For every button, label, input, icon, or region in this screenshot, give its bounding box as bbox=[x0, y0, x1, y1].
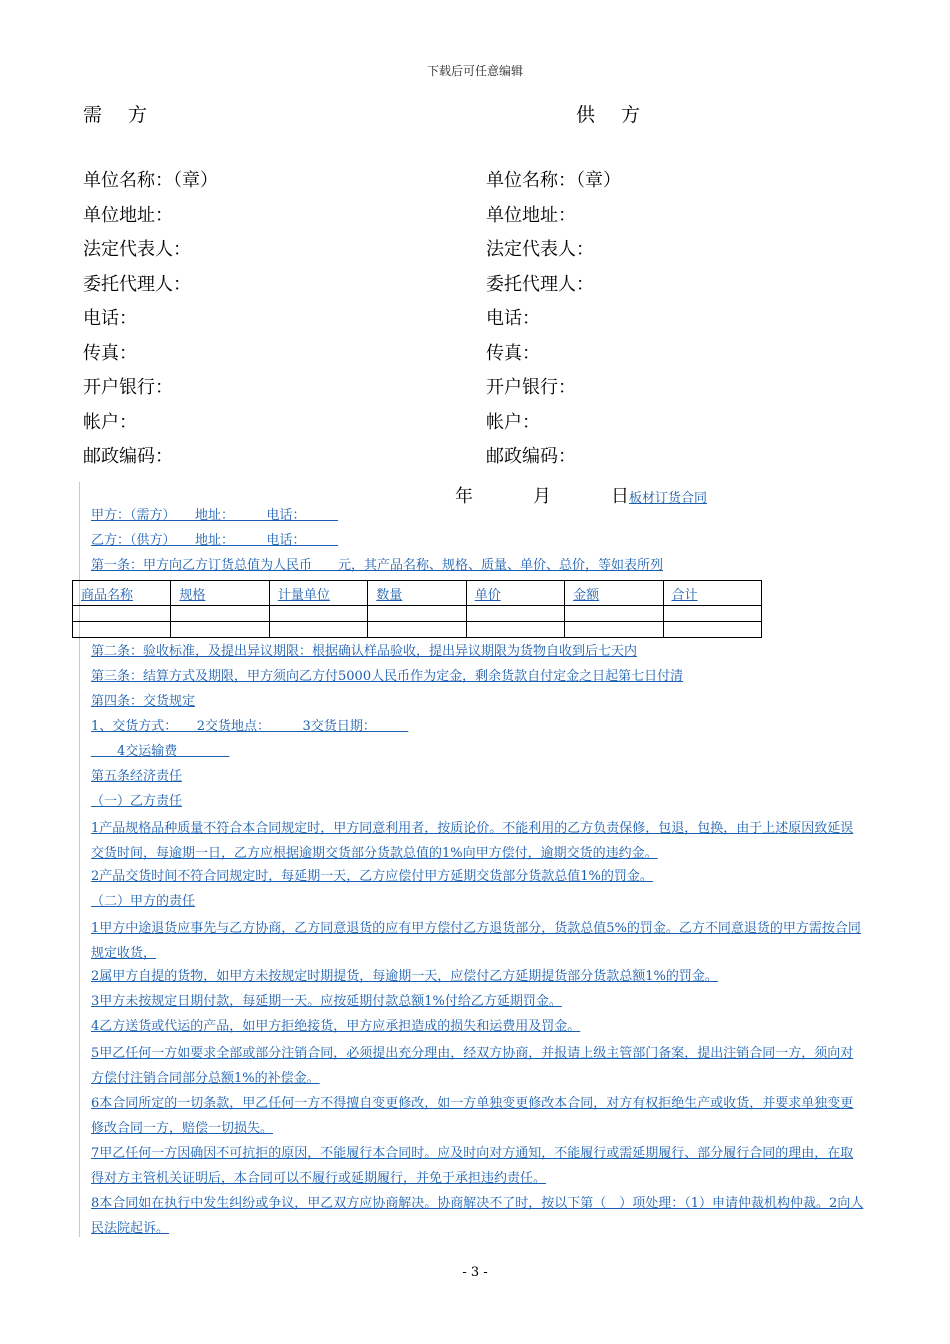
date-month: 月 bbox=[533, 486, 551, 507]
buyer-field: 开户银行： bbox=[83, 377, 173, 398]
buyer-field: 帐户： bbox=[83, 411, 137, 433]
seller-info bbox=[486, 168, 621, 479]
article-1: 第一条：甲方向乙方订货总值为人民币 元，其产品名称、规格、质量、单价、总价，等如表所列 bbox=[91, 558, 664, 573]
article-3: 第三条：结算方式及期限，甲方须向乙方付5000人民币作为定金，剩余货款自付定金之日起第七日付清 bbox=[91, 669, 684, 684]
col-header: 规格 bbox=[179, 587, 206, 603]
buyer-clause-3: 3甲方未按规定日期付款，每延期一天。应按延期付款总额1%付给乙方延期罚金。 bbox=[91, 994, 562, 1009]
seller-field: 邮政编码： bbox=[486, 446, 576, 467]
seller-clause-1: 1产品规格品种质量不符合本合同规定时，甲方同意利用者，按质论价。不能利用的乙方负责保修，包退，包换，由于上述原因致延误交货时间，每逾期一日，乙方应根据逾期交货部分货款总值的1%向甲方偿付，逾期交货的违约金。 bbox=[91, 821, 854, 861]
page-number: - 3 - bbox=[462, 1265, 488, 1280]
buyer-field: 法定代表人： bbox=[83, 239, 191, 260]
table-row bbox=[73, 606, 762, 622]
buyer-field: 电话： bbox=[83, 308, 137, 329]
date-day: 日 bbox=[611, 486, 629, 507]
buyer-field: 邮政编码： bbox=[83, 446, 173, 467]
delivery-line-1: 1、交货方式： 2交货地点： 3交货日期： bbox=[91, 719, 409, 734]
seller-field: 帐户： bbox=[486, 411, 540, 433]
col-header: 单价 bbox=[474, 587, 501, 603]
col-header: 数量 bbox=[376, 587, 403, 603]
col-header: 商品名称 bbox=[81, 587, 134, 603]
table-header-row bbox=[73, 581, 762, 606]
seller-field: 法定代表人： bbox=[486, 239, 594, 260]
seller-field: 单位名称：（章） bbox=[486, 170, 621, 191]
col-header: 合计 bbox=[671, 587, 698, 603]
table-row bbox=[73, 622, 762, 638]
seller-field: 电话： bbox=[486, 308, 540, 329]
buyer-field: 单位地址： bbox=[83, 204, 173, 226]
buyer-clause-8: 8本合同如在执行中发生纠纷或争议，甲乙双方应协商解决。协商解决不了时，按以下第（ ）项处理：（1）申请仲裁机构仲裁。2向人民法院起诉。 bbox=[91, 1196, 864, 1236]
contract-terms bbox=[91, 641, 866, 1241]
product-table bbox=[72, 580, 762, 638]
delivery-line-2: 4交运输费 bbox=[91, 744, 230, 759]
col-header: 计量单位 bbox=[277, 587, 330, 603]
buyer-clause-2: 2属甲方自提的货物，如甲方未按规定时期提货，每逾期一天，应偿付乙方延期提货部分货款总额1%的罚金。 bbox=[91, 969, 718, 984]
section-buyer-duty: （二）甲方的责任 bbox=[91, 894, 196, 909]
article-5: 第五条经济责任 bbox=[91, 769, 183, 784]
party-b-line: 乙方：（供方） 地址： 电话： bbox=[91, 533, 339, 548]
date-year: 年 bbox=[455, 486, 473, 507]
buyer-field: 传真： bbox=[83, 342, 137, 364]
buyer-clause-5: 5甲乙任何一方如要求全部或部分注销合同，必须提出充分理由，经双方协商，并报请上级主管部门备案，提出注销合同一方，须向对方偿付注销合同部分总额1%的补偿金。 bbox=[91, 1046, 854, 1086]
seller-field: 委托代理人： bbox=[486, 273, 594, 295]
buyer-info bbox=[83, 168, 218, 479]
buyer-field: 委托代理人： bbox=[83, 273, 191, 295]
seller-field: 单位地址： bbox=[486, 204, 576, 226]
header-note: 下载后可任意编辑 bbox=[426, 64, 523, 78]
contract-title-link[interactable]: 板材订货合同 bbox=[629, 491, 708, 506]
article-2: 第二条：验收标准，及提出异议期限：根据确认样品验收，提出异议期限为货物自收到后七天内 bbox=[91, 644, 638, 659]
seller-heading: 供方 bbox=[576, 104, 667, 126]
buyer-clause-7: 7甲乙任何一方因确因不可抗拒的原因，不能履行本合同时。应及时向对方通知，不能履行或需延期履行、部分履行合同的理由，在取得对方主管机关证明后，本合同可以不履行或延期履行，并免于承担违约责任。 bbox=[91, 1146, 854, 1186]
seller-field: 开户银行： bbox=[486, 377, 576, 398]
buyer-field: 单位名称：（章） bbox=[83, 170, 218, 191]
contract-body bbox=[91, 505, 866, 580]
buyer-clause-4: 4乙方送货或代运的产品，如甲方拒绝接货，甲方应承担造成的损失和运费用及罚金。 bbox=[91, 1019, 581, 1034]
seller-clause-2: 2产品交货时间不符合同规定时，每延期一天，乙方应偿付甲方延期交货部分货款总值1%的罚金。 bbox=[91, 869, 653, 884]
buyer-heading: 需方 bbox=[83, 104, 174, 126]
buyer-clause-6: 6本合同所定的一切条款，甲乙任何一方不得擅自变更修改，如一方单独变更修改本合同，对方有权拒绝生产或收货，并要求单独变更修改合同一方，赔偿一切损失。 bbox=[91, 1096, 854, 1136]
buyer-clause-1: 1甲方中途退货应事先与乙方协商，乙方同意退货的应有甲方偿付乙方退货部分，货款总值5%的罚金。乙方不同意退货的甲方需按合同规定收货， bbox=[91, 921, 861, 961]
article-4: 第四条：交货规定 bbox=[91, 694, 196, 709]
seller-field: 传真： bbox=[486, 342, 540, 364]
party-a-line: 甲方：（需方） 地址： 电话： bbox=[91, 508, 339, 523]
col-header: 金额 bbox=[573, 587, 600, 603]
section-seller-duty: （一）乙方责任 bbox=[91, 794, 183, 809]
